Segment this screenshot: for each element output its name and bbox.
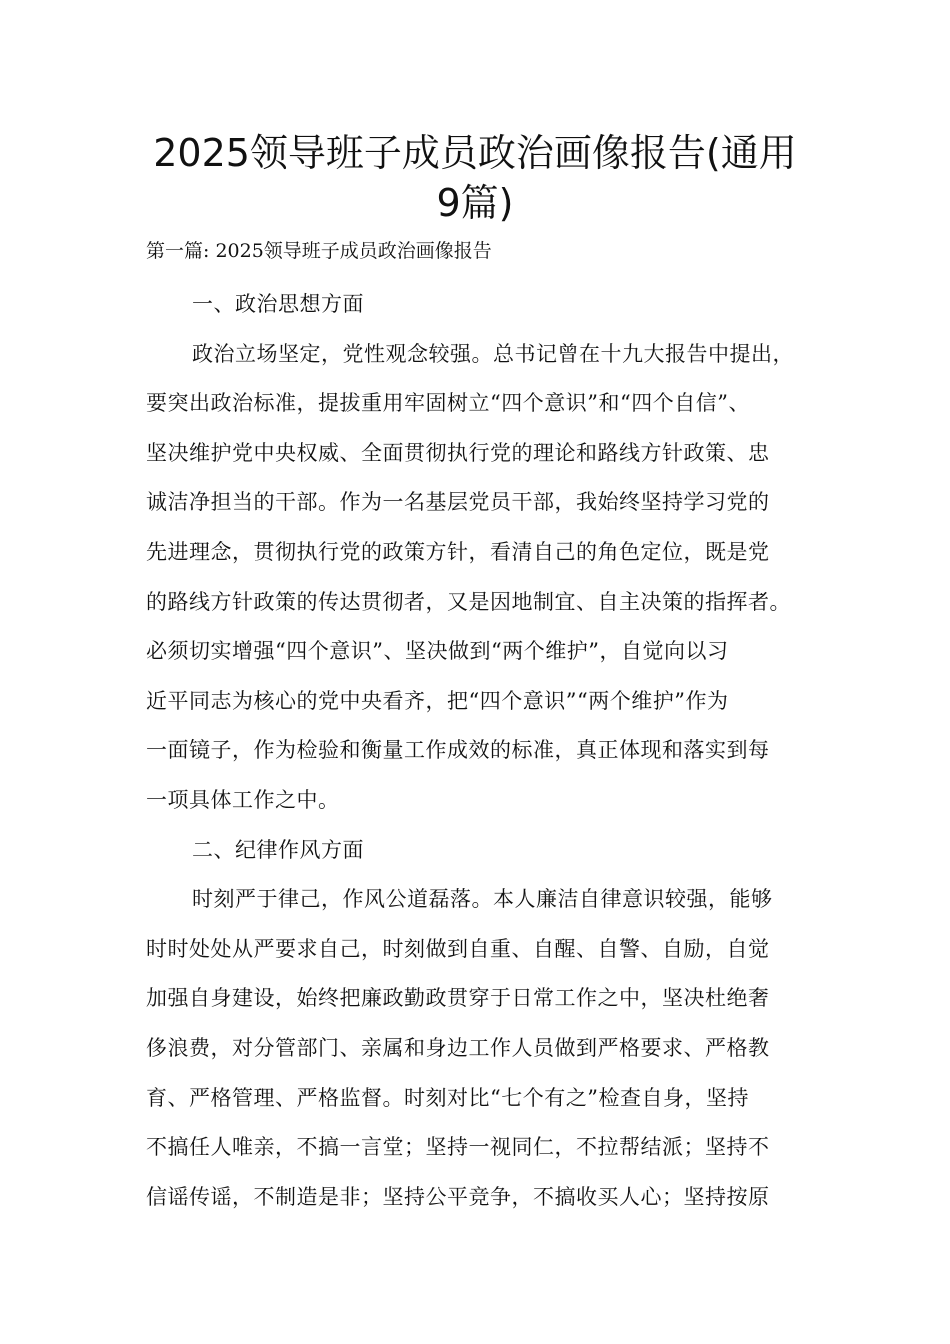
chapter-subtitle: 第一篇: 2025领导班子成员政治画像报告 — [146, 240, 492, 262]
paragraph-line: 诚洁净担当的干部。作为一名基层党员干部，我始终坚持学习党的 — [146, 490, 770, 515]
paragraph-line: 一项具体工作之中。 — [146, 787, 340, 812]
paragraph-line: 时刻严于律己，作风公道磊落。本人廉洁自律意识较强，能够 — [192, 887, 773, 912]
paragraph-line: 育、严格管理、严格监督。时刻对比“七个有之”检查自身，坚持 — [146, 1085, 749, 1110]
paragraph-line: 信谣传谣，不制造是非；坚持公平竞争，不搞收买人心；坚持按原 — [146, 1184, 770, 1209]
paragraph-line: 加强自身建设，始终把廉政勤政贯穿于日常工作之中，坚决杜绝奢 — [146, 986, 770, 1011]
paragraph-line: 要突出政治标准，提拔重用牢固树立“四个意识”和“四个自信”、 — [146, 391, 750, 416]
paragraph-line: 必须切实增强“四个意识”、坚决做到“两个维护”，自觉向以习 — [146, 639, 729, 664]
paragraph-line: 不搞任人唯亲，不搞一言堂；坚持一视同仁，不拉帮结派；坚持不 — [146, 1135, 770, 1160]
section-heading: 二、纪律作风方面 — [192, 837, 364, 862]
paragraph-line: 一面镜子，作为检验和衡量工作成效的标准，真正体现和落实到每 — [146, 738, 770, 763]
paragraph-line: 先进理念，贯彻执行党的政策方针，看清自己的角色定位，既是党 — [146, 539, 770, 564]
paragraph-line: 坚决维护党中央权威、全面贯彻执行党的理论和路线方针政策、忠 — [146, 440, 770, 465]
title-line-2: 9篇) — [436, 181, 514, 225]
document-body — [146, 280, 816, 1222]
paragraph-line: 近平同志为核心的党中央看齐，把“四个意识”“两个维护”作为 — [146, 688, 729, 713]
paragraph-line: 的路线方针政策的传达贯彻者，又是因地制宜、自主决策的指挥者。 — [146, 589, 791, 614]
document-title — [140, 128, 810, 228]
paragraph-line: 侈浪费，对分管部门、亲属和身边工作人员做到严格要求、严格教 — [146, 1035, 770, 1060]
paragraph-line: 时时处处从严要求自己，时刻做到自重、自醒、自警、自励，自觉 — [146, 936, 770, 961]
title-line-1: 2025领导班子成员政治画像报告(通用 — [153, 131, 797, 175]
paragraph-line: 政治立场坚定，党性观念较强。总书记曾在十九大报告中提出， — [192, 341, 794, 366]
section-heading: 一、政治思想方面 — [192, 292, 364, 316]
